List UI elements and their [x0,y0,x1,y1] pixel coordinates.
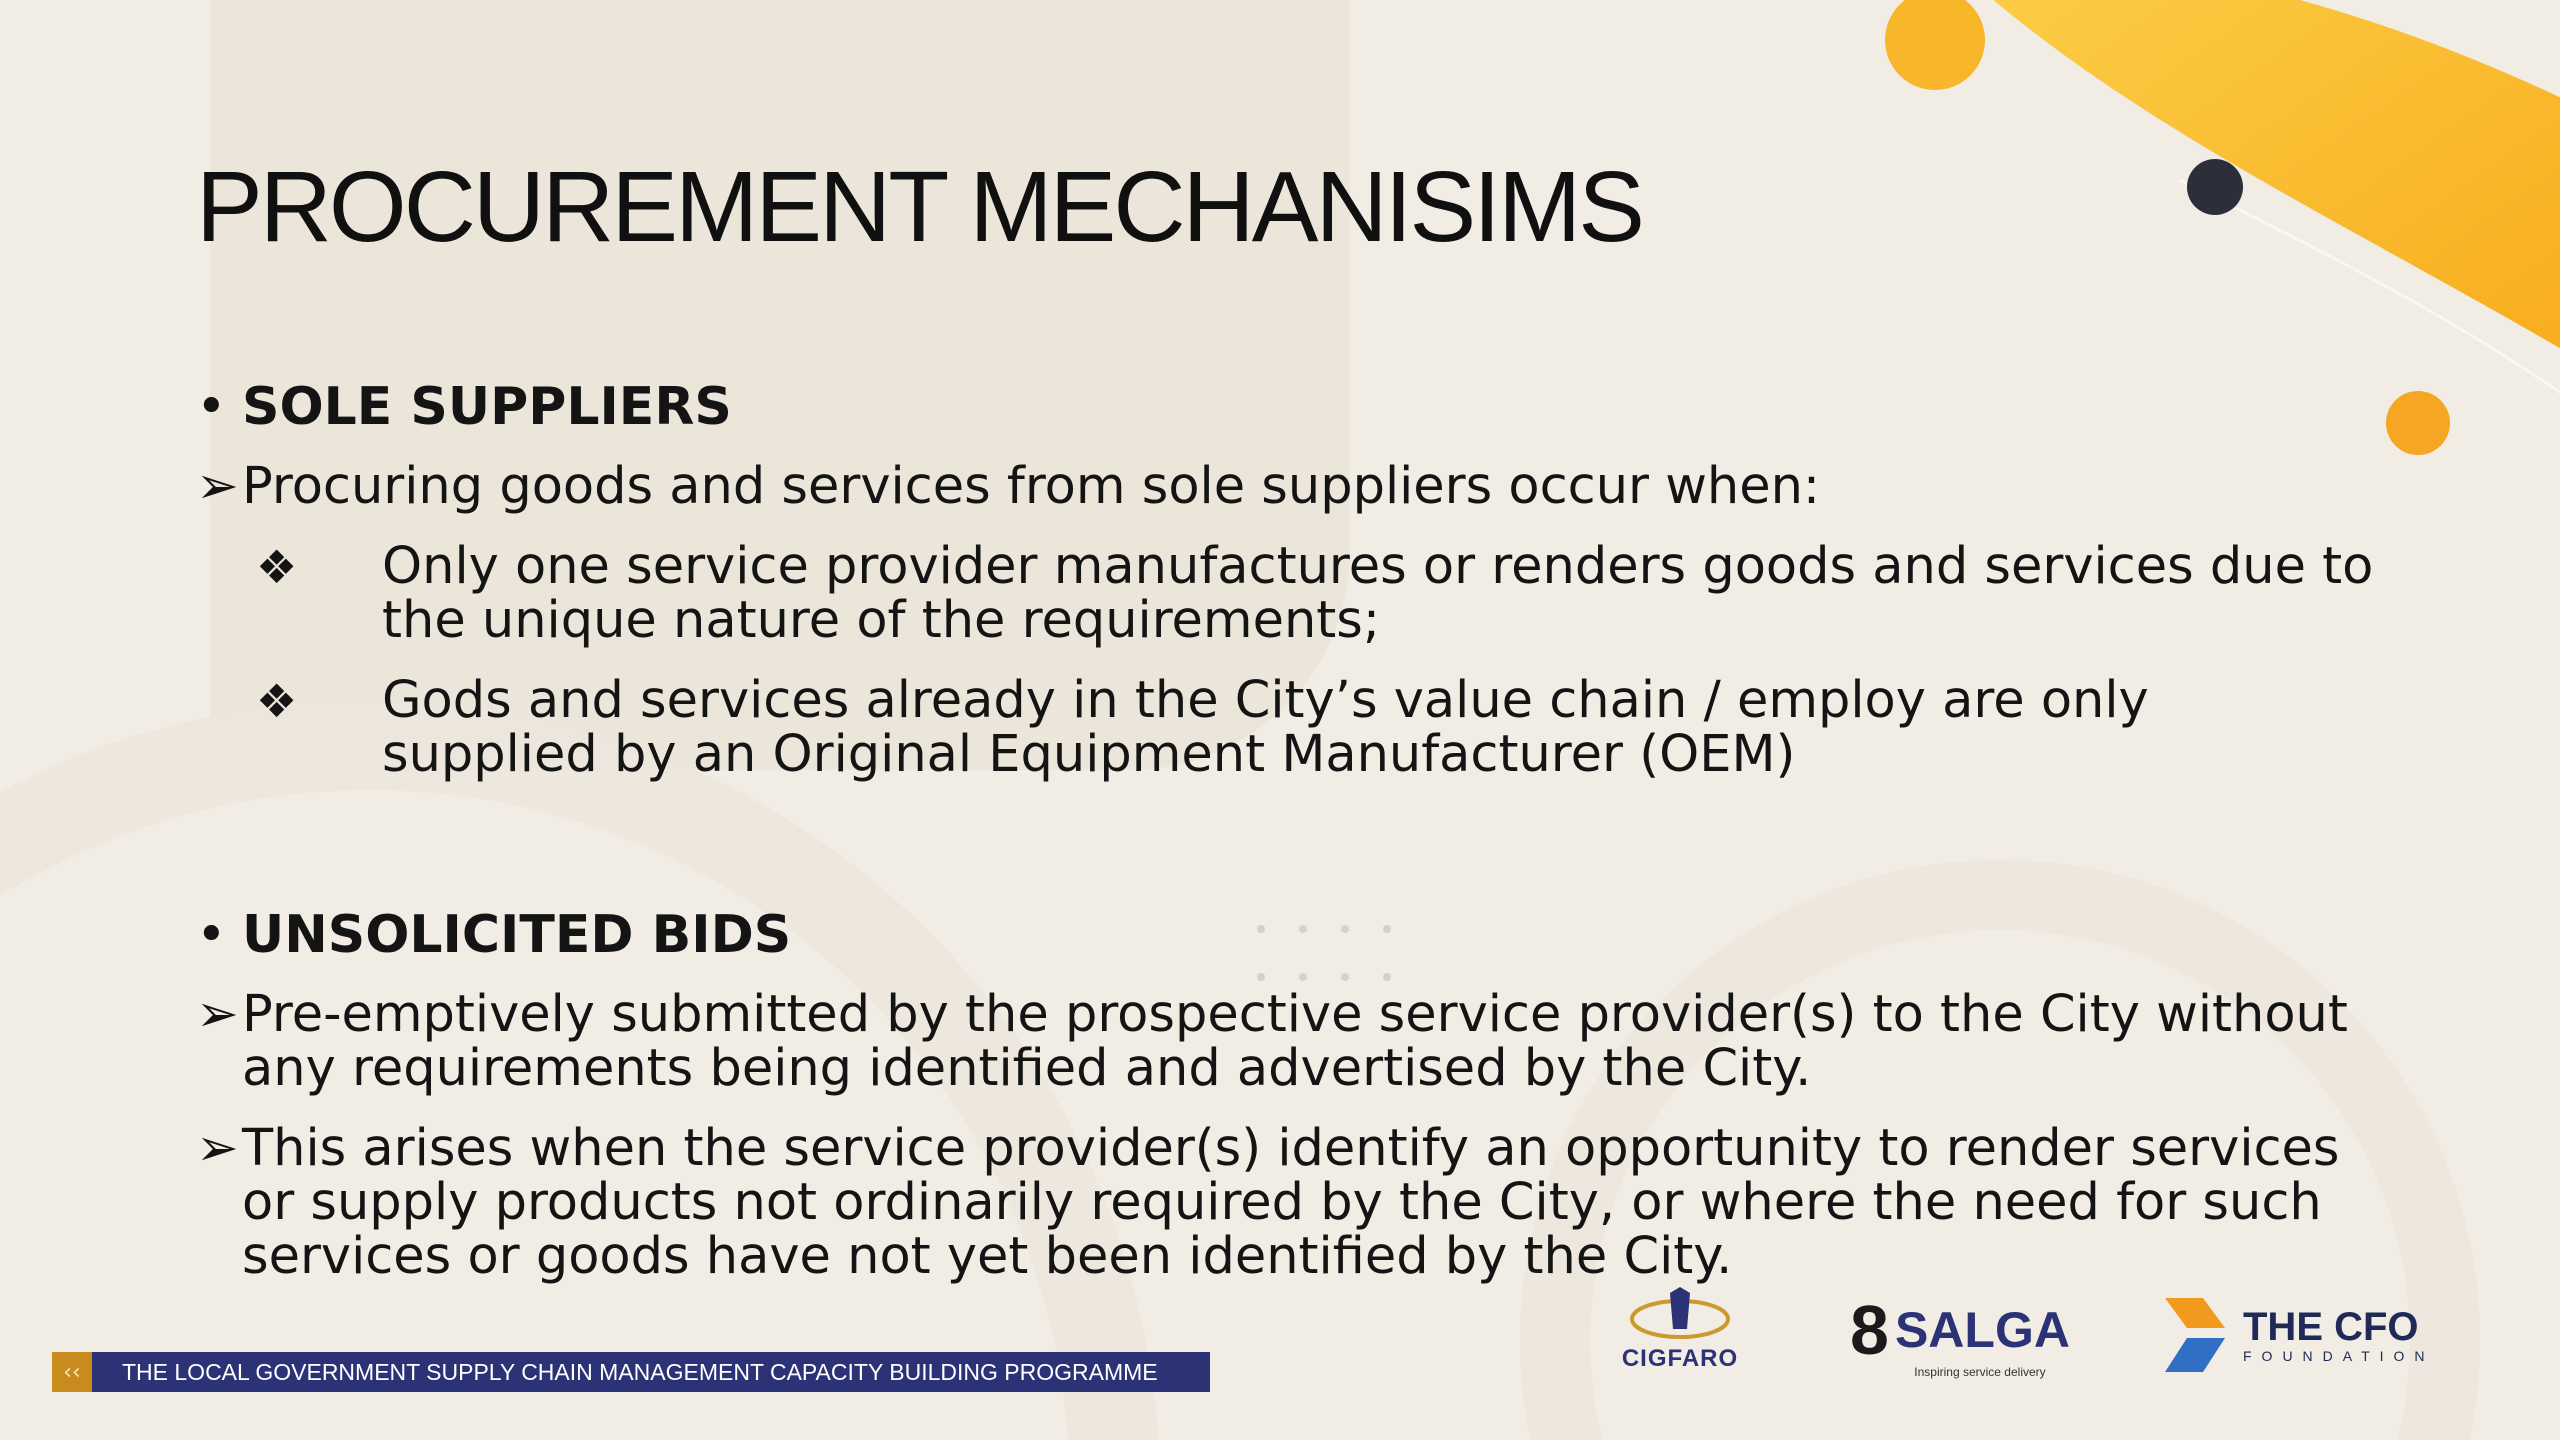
sub-point [196,537,2376,650]
slide-content [196,377,2376,1310]
sub-point [196,671,2376,784]
orange-dot-small [2386,391,2450,455]
arrow-point [196,457,2376,516]
slide-title: PROCUREMENT MECHANISIMS [196,151,1642,263]
sub-point-text: Only one service provider manufactures or renders goods and services due to the unique nature of the requirements; [382,537,2374,650]
cigfaro-logo [1610,1285,1750,1373]
orange-dot-large [1885,0,1985,90]
diamond-glyph: ❖ [256,540,298,594]
arrow-glyph: ➢ [196,457,239,516]
heading-text: UNSOLICITED BIDS [242,905,792,965]
cfo-name: THE CFO [2243,1305,2419,1349]
arrow-glyph: ➢ [196,985,239,1044]
sub-point-text: Gods and services already in the City’s value chain / employ are only supplied by an Original Equipment Manufacturer (OEM) [382,671,2149,784]
diamond-glyph: ❖ [256,674,298,728]
point-text: Pre-emptively submitted by the prospective service provider(s) to the City without any requirements being identified and advertised by the City. [242,985,2348,1098]
point-text: This arises when the service provider(s) identify an opportunity to render services or supply products not ordinarily required by the City, or where the need for such services or goods have not yet been identified by the City. [242,1119,2340,1286]
programme-footer-bar [52,1352,1210,1392]
cfo-chevron-icon [2165,1298,2229,1372]
back-button[interactable]: ‹‹ [52,1352,92,1392]
salga-emblem-icon: 8 [1850,1291,1889,1369]
cigfaro-emblem-icon [1625,1285,1735,1345]
section-heading-sole-suppliers [196,377,2376,437]
cfo-sub: FOUNDATION [2243,1348,2435,1364]
bullet-glyph: • [196,377,227,437]
cfo-foundation-logo [2165,1298,2435,1372]
arrow-point [196,1119,2376,1286]
arrow-point [196,985,2376,1098]
cigfaro-name: CIGFARO [1621,1345,1739,1372]
bullet-glyph: • [196,905,227,965]
programme-label: THE LOCAL GOVERNMENT SUPPLY CHAIN MANAGEMENT CAPACITY BUILDING PROGRAMME [122,1358,1158,1385]
arrow-glyph: ➢ [196,1119,239,1178]
salga-tagline: Inspiring service delivery [1914,1365,2046,1379]
heading-text: SOLE SUPPLIERS [242,377,732,437]
section-heading-unsolicited-bids [196,905,2376,965]
dark-dot [2187,159,2243,215]
point-text: Procuring goods and services from sole suppliers occur when: [242,457,1821,516]
salga-logo [1850,1291,2070,1379]
salga-name: SALGA [1894,1302,2070,1358]
